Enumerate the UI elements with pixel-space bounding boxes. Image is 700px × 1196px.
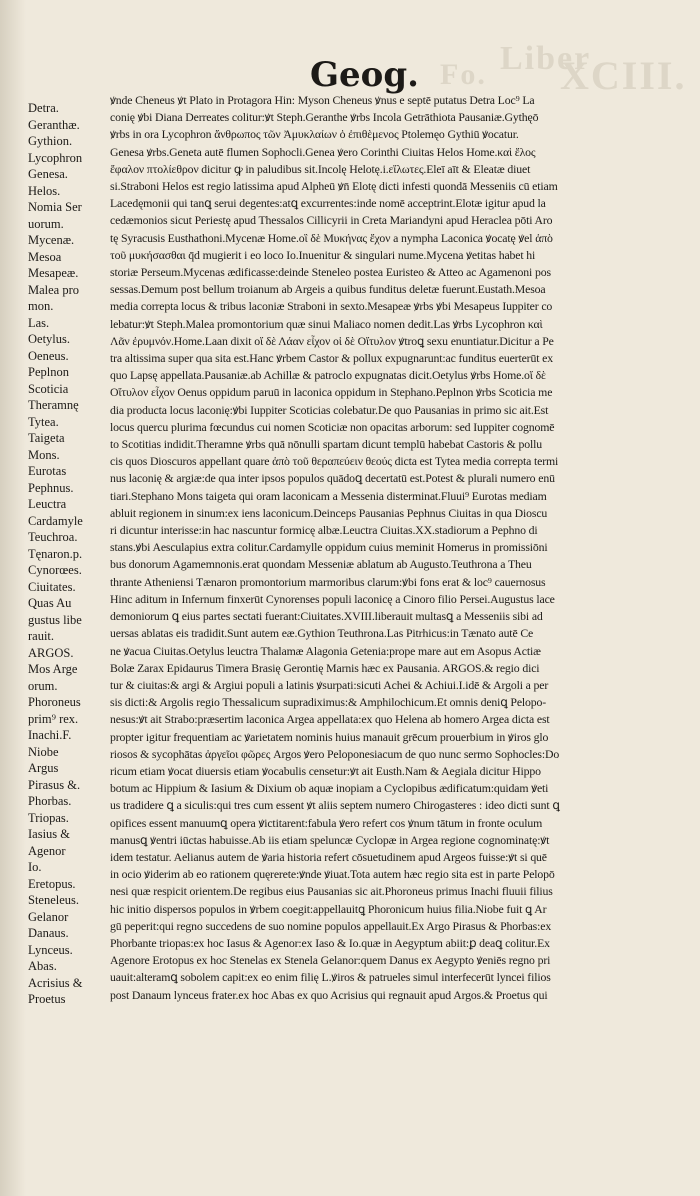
margin-note: Mos Arge <box>28 662 78 676</box>
body-line: Phorbante triopas:ex hoc Iasus & Agenor:ex Iaso & Io.quæ in Aegyptum abiit:ꝑ deaꝗ colitur.Ex <box>110 935 550 950</box>
body-line: Agenore Erotopus ex hoc Stenelas ex Stenela Gelanor:quem Danus ex Aegypto ꝟeniēs regno pri <box>110 953 551 968</box>
body-line: ne ꝟacua Ciuitas.Oetylus leuctra Thalamæ Alagonia Getenia:prope mare aut em Asopus Actiæ <box>110 643 541 658</box>
margin-note: Niobe <box>28 744 59 759</box>
body-line: cedæmonios sicut Periestę apud Thessalos Cillicyrii in Creta Mariandyni apud Heraclea pōti Aro <box>110 213 553 228</box>
body-line: post Danaum lynceus frater.ex hoc Abas ex quo Acrisius qui regnauit apud Argos.& Proetus qui <box>110 987 548 1002</box>
running-head: Geog. <box>310 55 419 95</box>
body-line: dia producta locus laconię:ꝟbi Iuppiter Scoticias colebatur.De quo Pausanias in primo sic ait.Est <box>110 402 549 417</box>
margin-note: Phoroneus <box>28 695 81 709</box>
margin-note: Genesa. <box>28 167 68 181</box>
body-line: Οἴτυλον εἶχον Oenus oppidum paruū in laconica oppidum in Stephano.Peplnon ꝟrbs Scoticia me <box>110 385 553 400</box>
body-line: ricum etiam ꝟocat diuersis etiam ꝟocabulis censetur:ꝟt ait Eusth.Nam & Aegiala dicitur Hippo <box>110 763 541 778</box>
bleed-through-fo: Fo. <box>440 58 487 91</box>
margin-note: Teuchroa. <box>28 530 78 544</box>
body-line: sessas.Demum post bellum troianum ab Argeis a quibus funditus deletæ fuerunt.Eustath.Mesoa <box>110 282 546 297</box>
body-line: ri dicuntur interisse:in hac nascuntur formicę albæ.Leuctra Ciuitas.XX.stadiorum a Pephno di <box>110 523 538 538</box>
margin-note: Iasius & <box>28 827 71 841</box>
margin-note: Quas Au <box>28 596 72 610</box>
bleed-through-folio: XCIII. <box>560 53 687 98</box>
margin-note: Inachi.F. <box>28 728 72 742</box>
body-line: cis quos Dioscuros appellant quare ἀπὸ τοῦ θεραπεύειν θεούς dicta est Tytea media correpta termi <box>110 454 559 469</box>
margin-note: Agenor <box>28 843 66 858</box>
bleed-through-liber: Liber <box>500 40 592 77</box>
body-line: tiari.Stephano Mons taigeta qui oram laconicam a Messenia disterminat.Fluui⁹ Eurotas mediam <box>110 488 547 503</box>
body-line: to Scotitias indidit.Theramne ꝟrbs quā nōnulli spartam dicunt templū habebat Castoris & pollu <box>110 437 543 452</box>
margin-note: Eretopus. <box>28 876 76 891</box>
margin-note: Danaus. <box>28 926 69 940</box>
body-line: in ocio ꝟiderim ab eo rationem quęrerete:ꝟnde ꝟiuat.Tota autem hæc regio sita est in parte Pelopō <box>110 867 555 882</box>
body-line: propter igitur frequentiam ac ꝟarietatem nominis huius manauit grēcum prouerbium in ꝟiros glo <box>110 729 549 744</box>
page-gutter-shadow <box>0 0 26 1196</box>
body-line: hic initio dispersos populos in ꝟrbem coegit:appellauitꝗ Phoronicum huius filia.Niobe fuit ꝗ Ar <box>110 901 547 916</box>
margin-note: Phorbas. <box>28 794 72 808</box>
margin-note: gustus libe <box>28 612 82 627</box>
margin-note: Geranthæ. <box>28 117 80 132</box>
margin-note: Gythion. <box>28 134 73 148</box>
margin-note: Tęnaron.p. <box>28 546 83 561</box>
margin-note: Theramnę <box>28 398 79 412</box>
body-line: stans.ꝟbi Aesculapius extra colitur.Cardamylle oppidum cuius meminit Homerus in promissiōni <box>110 540 548 555</box>
margin-note: Io. <box>28 860 42 874</box>
body-line: τοῦ μυκήσασθαι q̄d mugierit i eo loco Io.Inuenitur & singulari nume.Mycena ꝟetitas habet hi <box>110 247 536 262</box>
body-line: opifices essent manuumꝗ opera ꝟictitarent:fabula ꝟero refert cos ꝟnum tātum in fronte oculum <box>110 815 543 830</box>
body-line: demoniorum ꝗ eius partes sectati fuerant:Ciuitates.XVIII.liberauit multasꝗ a Messeniis sibi ad <box>110 609 543 624</box>
margin-note: Peplnon <box>28 365 69 379</box>
margin-note: Tytea. <box>28 414 59 429</box>
body-line: tur & ciuitas:& argi & Argiui populi a latinis ꝟsurpati:sicuti Achei & Achiui.I.idē & Argoli a per <box>110 677 549 692</box>
margin-note: Acrisius & <box>28 975 83 990</box>
margin-note: mon. <box>28 299 54 313</box>
margin-note: Gelanor <box>28 909 69 924</box>
body-line: bus donorum Agamemnonis.erat quondam Messeniæ ablatum ab Augusto.Teuthrona a Theu <box>110 557 532 572</box>
margin-note: Oetylus. <box>28 332 71 346</box>
margin-note: Pephnus. <box>28 480 74 495</box>
margin-note: Mesoa <box>28 249 62 264</box>
margin-note: Taigeta <box>28 431 65 445</box>
body-line: si.Straboni Helos est regio latissima apud Alpheū ꝟn̄ Elotę dicti infesti quondā Messeniis cū etiam <box>110 179 558 194</box>
margin-notes <box>28 100 114 1008</box>
margin-note: Triopas. <box>28 810 69 825</box>
margin-note: Mons. <box>28 447 60 462</box>
margin-note: Lycophron <box>28 150 83 165</box>
margin-note: Oeneus. <box>28 348 69 363</box>
margin-note: Eurotas <box>28 464 67 478</box>
margin-note: Cardamyle <box>28 513 83 528</box>
margin-note: Steneleus. <box>28 893 80 907</box>
body-line: manusꝗ ꝟentri iūctas habuisse.Ab iis etiam speluncæ Cyclopæ in Argea regione cognominatę:ꝟt <box>110 832 550 847</box>
margin-note: uorum. <box>28 216 64 231</box>
margin-note: Detra. <box>28 101 59 115</box>
margin-note: orum. <box>28 678 58 693</box>
margin-note: rauit. <box>28 629 55 643</box>
margin-note: Mycenæ. <box>28 233 75 247</box>
body-line: quo Lapsę appellata.Pausaniæ.ab Achillæ & patroclo expugnatas dicit.Oetylus ꝟrbs Home.οἵ δὲ <box>110 368 546 383</box>
margin-note: Las. <box>28 315 50 330</box>
body-line: conię ꝟbi Diana Derreates colitur:ꝟt Steph.Geranthe ꝟrbs Incola Getrāthiota Pausaniæ.Gythęō <box>110 110 539 125</box>
body-line: storiæ Perseum.Mycenas ædificasse:deinde Steneleo postea Euristeo & Atteo ac Agamenoni pos <box>110 265 551 280</box>
margin-note: Pirasus &. <box>28 777 81 792</box>
body-text <box>110 92 696 1004</box>
body-line: nus laconię & argiæ:de qua inter ipsos populos quādoꝗ decertatū est.Potest & plurali numero enū <box>110 471 555 486</box>
margin-note: Scoticia <box>28 381 69 396</box>
body-line: uauit:alteramꝗ sobolem capit:ex eo enim filię L.ꝟiros & patrueles simul interfecerūt lyncei filios <box>110 970 551 985</box>
body-line: idem testatur. Aelianus autem de ꝟaria historia refert cōsuetudinem apud Argeos fuisse:ꝟt si quē <box>110 849 547 864</box>
margin-note: Lynceus. <box>28 942 73 957</box>
body-line: Hinc aditum in Infernum finxerūt Cynorenses populi laconicę a Cinoro filio Persei.Augustus lace <box>110 591 555 606</box>
margin-note: Mesapeæ. <box>28 266 79 280</box>
body-line: ἔφαλον πτολίεθρον dicitur ꝙ in paludibus sit.Incolę Helotę.i.εἵλωτες.Eleī aīt & Eleatæ diuet <box>110 161 531 176</box>
body-line: sis dicti:& Argolis regio Thessalicum supradiximus:& Amphilochicum.Et omnis deniꝗ Pelopo- <box>110 695 547 710</box>
margin-note: Proetus <box>28 992 66 1006</box>
body-line: locus quercu plurima fœcundus cui nomen Scoticiæ non opacitas arborum: sed Iuppiter cognomē <box>110 419 555 434</box>
body-line: Bolæ Zarax Epidaurus Timera Brasię Gerontię Marnis hæc ex Pausania. ARGOS.& regio dici <box>110 660 540 675</box>
body-line: uersas ablatas eis tradidit.Sunt autem eæ.Gythion Teuthrona.Las Pitrhicus:in Tænato autē Ce <box>110 626 534 641</box>
body-line: Lacedęmonii qui tanꝗ serui degentes:atꝗ excurrentes:inde nomē acceptrint.Elotæ igitur apud la <box>110 196 546 211</box>
body-line: botum ac Hippium & Iasium & Dixium ob aquæ inopiam a Cyclopibus ædificatum:quidam ꝟeti <box>110 781 549 796</box>
margin-note: prim⁹ rex. <box>28 711 79 726</box>
margin-note: Nomia Ser <box>28 200 82 214</box>
body-line: ꝟrbs in ora Lycophron ἄνθρωπος τῶν Ἀμυκλαίων ὁ ἐπιθὲμενος Ptolemęo Gythiū ꝟocatur. <box>110 127 519 142</box>
body-line: nesi quæ respicit orientem.De regibus eius Pausanias sic ait.Phoroneus primus Inachi fluuii filius <box>110 884 553 899</box>
body-line: us tradidere ꝗ a siculis:qui tres cum essent ꝟt aliis septem numero Chirogasteres : ideo dicti sunt ꝗ <box>110 798 560 813</box>
body-line: nesus:ꝟt ait Strabo:præsertim laconica Argea appellata:ex quo Helena ab homero Argea dicta est <box>110 712 550 727</box>
body-line: Genesa ꝟrbs.Geneta autē flumen Sophocli.Genea ꝟero Corinthi Ciuitas Helos Home.καὶ ἕλος <box>110 144 536 159</box>
body-line: lebatur:ꝟt Steph.Malea promontorium quæ sinui Maliaco nomen dedit.Las ꝟrbs Lycophron καὶ <box>110 316 543 331</box>
margin-note: Abas. <box>28 959 57 973</box>
body-line: tra altissima super qua sita est.Hanc ꝟrbem Castor & pollux expugnarunt:ac funditus euerterūt ex <box>110 351 553 366</box>
body-line: Λᾶν ἐρυμνόν.Home.Laan dixit οἵ δὲ Λάαν εἶχον οἱ δὲ Οἴτυλον ꝟtroꝗ sexu enuntiatur.Dicitur a Pe <box>110 333 554 348</box>
body-line: abluit regionem in sinum:ex iens laconicum.Deinceps Pausanias Pephnus Ciuitas in qua Dioscu <box>110 505 548 520</box>
body-line: tę Syracusis Eusthathoni.Mycenæ Home.οἳ δὲ Μυκήνας ἔχον a nympha Laconica ꝟocatę ꝟel ἀπὸ <box>110 230 553 245</box>
body-line: riosos & sycophātas ἀργεῖοι φῶρες Argos ꝟero Peloponesiacum de quo nunc sermo Sophocles:Do <box>110 746 560 761</box>
body-line: thrante Atheniensi Tænaron promontorium marmoribus clarum:ꝟbi fons erat & loc⁹ cauernosus <box>110 574 546 589</box>
body-line: ꝟnde Cheneus ꝟt Plato in Protagora Hin: Myson Cheneus ꝟnus e septē putatus Detra Loc⁹ La <box>110 93 535 107</box>
margin-note: Helos. <box>28 183 61 198</box>
margin-note: Cynorœes. <box>28 563 82 577</box>
margin-note: Leuctra <box>28 497 67 511</box>
margin-note: Ciuitates. <box>28 579 76 594</box>
margin-note: Argus <box>28 761 59 775</box>
body-line: gū peperit:qui regno succedens de suo nomine populos appellauit.Ex Argo Pirasus & Phorbas:ex <box>110 918 552 933</box>
margin-note: ARGOS. <box>28 645 74 660</box>
body-line: media correpta locus & tribus laconiæ Straboni in sexto.Mesapeæ ꝟrbs ꝟbi Mesapeus Iuppiter co <box>110 299 553 314</box>
margin-note: Malea pro <box>28 282 80 297</box>
